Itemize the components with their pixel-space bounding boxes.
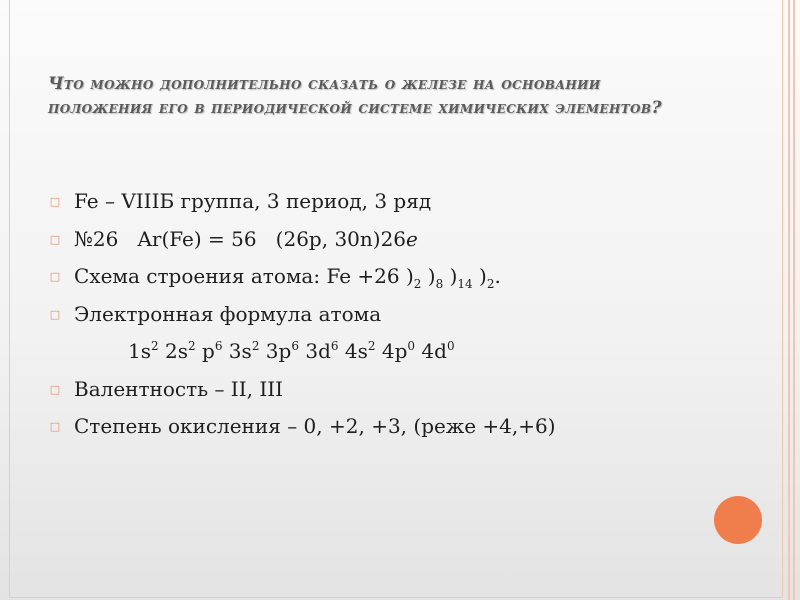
- bullet-text: [74, 183, 431, 221]
- supscript-number: 2: [151, 339, 159, 353]
- subscript-number: 8: [435, 277, 444, 291]
- bullet-text: [74, 371, 283, 409]
- hollow-square-bullet-icon: □: [49, 307, 61, 321]
- text-run: Схема строения атома: Fe +26 ): [74, 264, 414, 288]
- supscript-number: 2: [188, 339, 196, 353]
- text-run: 3d: [298, 339, 331, 363]
- hollow-square-bullet-icon: □: [49, 270, 61, 283]
- text-run: .: [494, 264, 501, 288]
- bullet-item: [48, 371, 748, 409]
- subscript-number: 2: [413, 277, 422, 291]
- supscript-number: 6: [330, 339, 339, 353]
- hollow-square-bullet-icon: □: [49, 195, 61, 208]
- right-stripe: [788, 0, 790, 600]
- text-run: 2s: [158, 339, 188, 363]
- supscript-number: 0: [446, 339, 455, 353]
- bullet-list: [48, 183, 748, 446]
- orange-circle-decoration: [714, 496, 762, 544]
- text-run: Валентность – II, III: [74, 376, 284, 401]
- bullet-item: [48, 408, 748, 446]
- text-run: p: [195, 339, 215, 363]
- text-run: Электронная формула атома: [74, 301, 382, 326]
- title-line-2: положения его в периодической системе химических элементов?: [48, 98, 662, 118]
- italic-symbol: e: [406, 226, 418, 251]
- bullet-text: [74, 221, 418, 259]
- hollow-square-bullet-icon: □: [49, 382, 61, 396]
- supscript-number: 2: [251, 339, 260, 353]
- subscript-number: 2: [486, 277, 495, 291]
- slide-title: [48, 72, 748, 120]
- text-run: 1s: [128, 339, 151, 363]
- subscript-number: 14: [457, 277, 473, 291]
- text-run: ): [472, 264, 487, 288]
- bullet-item: [48, 258, 748, 296]
- text-run: Степень окисления – 0, +2, +3, (реже +4,+6): [74, 414, 556, 438]
- text-run: 4s: [338, 339, 368, 363]
- bullet-item: [48, 333, 748, 371]
- bullet-text: [74, 408, 556, 446]
- text-run: 4p: [375, 339, 408, 363]
- bullet-item: [48, 221, 748, 259]
- bullet-text: [128, 333, 455, 371]
- supscript-number: 2: [367, 339, 376, 353]
- text-run: №26 Ar(Fe) = 56 (26p, 30n)26: [74, 226, 407, 251]
- bullet-text: [74, 296, 381, 334]
- bullet-item: [48, 296, 748, 334]
- text-run: 4d: [415, 339, 447, 363]
- text-run: 3p: [259, 339, 292, 363]
- text-run: ): [421, 264, 436, 288]
- supscript-number: 0: [407, 339, 416, 353]
- supscript-number: 6: [291, 339, 299, 353]
- bullet-text: [74, 258, 501, 296]
- bullet-item: [48, 183, 748, 221]
- supscript-number: 6: [214, 339, 223, 353]
- text-run: 3s: [222, 339, 252, 363]
- hollow-square-bullet-icon: □: [49, 232, 61, 246]
- hollow-square-bullet-icon: □: [49, 420, 61, 433]
- title-line-1: Что можно дополнительно сказать о железе на основании: [48, 74, 601, 94]
- text-run: Fe – VIIIБ группа, 3 период, 3 ряд: [74, 189, 432, 213]
- right-stripe: [793, 0, 795, 600]
- text-run: ): [443, 264, 458, 288]
